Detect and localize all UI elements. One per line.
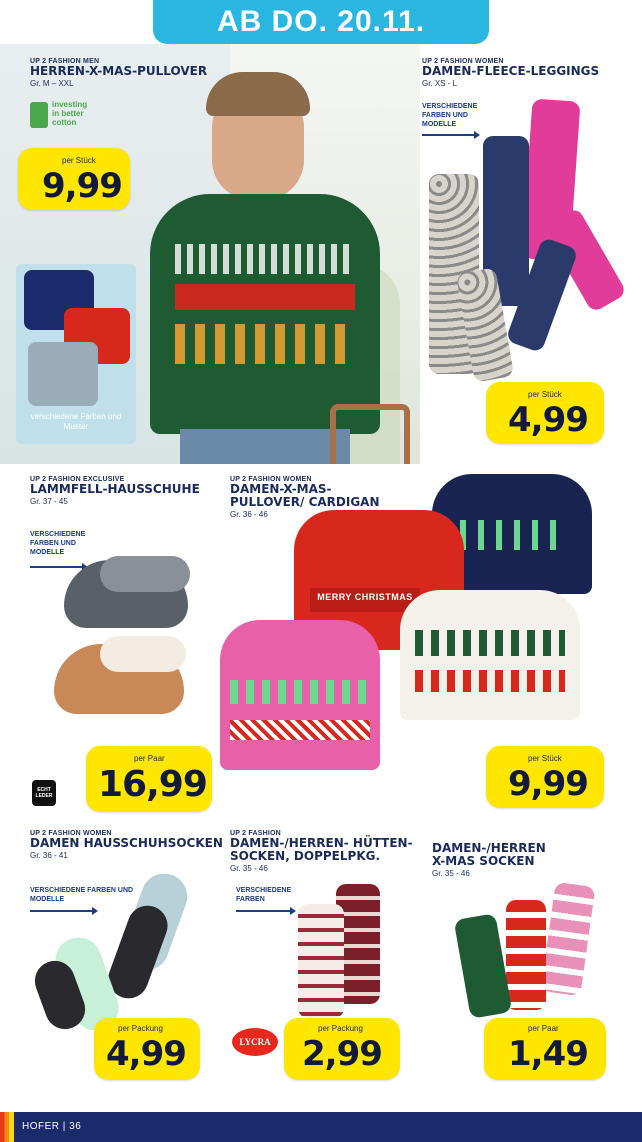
product-name: DAMEN-FLEECE-LEGGINGS bbox=[422, 64, 600, 78]
echt-leder-badge bbox=[32, 780, 56, 806]
sweater-text: MERRY CHRISTMAS bbox=[317, 592, 413, 602]
variants-note: VERSCHIEDENE FARBEN UND MODELLE bbox=[30, 531, 86, 556]
page-footer bbox=[0, 1112, 642, 1142]
product-herren-pullover-text bbox=[30, 58, 207, 88]
echt-leder-label: ECHT LEDER bbox=[35, 787, 53, 799]
brand-label: UP 2 FASHION WOMEN bbox=[230, 476, 312, 483]
price-unit: per Paar bbox=[134, 754, 165, 763]
price-value: 16,99 bbox=[98, 764, 207, 805]
product-hausschuhsocken-text bbox=[30, 830, 223, 860]
size-label: Gr. 35 - 46 bbox=[230, 864, 268, 873]
better-cotton-badge bbox=[30, 100, 90, 134]
product-name: DAMEN-/HERREN- HÜTTEN-SOCKEN, DOPPELPKG. bbox=[230, 836, 413, 863]
pullover-variants-inset bbox=[16, 264, 136, 444]
footer-stripe bbox=[0, 1112, 14, 1142]
product-name: DAMEN-X-MAS-PULLOVER/ CARDIGAN bbox=[230, 482, 380, 509]
product-photo-hausschuhe bbox=[40, 540, 210, 740]
price-unit: per Stück bbox=[528, 754, 562, 763]
brand-label: UP 2 FASHION WOMEN bbox=[422, 58, 504, 65]
better-cotton-icon bbox=[30, 102, 48, 128]
lycra-label: LYCRA bbox=[239, 1037, 271, 1047]
better-cotton-label: investing in better cotton bbox=[52, 100, 88, 127]
size-label: Gr. 37 - 45 bbox=[30, 497, 68, 506]
price-value: 1,49 bbox=[508, 1034, 588, 1074]
brand-label: UP 2 FASHION WOMEN bbox=[30, 830, 112, 837]
variants-note: VERSCHIEDENE FARBEN UND MODELLE bbox=[30, 887, 134, 903]
price-tag-xmas-socken bbox=[484, 1018, 606, 1080]
product-xmas-socken-text bbox=[432, 842, 552, 878]
price-value: 4,99 bbox=[508, 400, 588, 440]
product-fleece-leggings-text bbox=[422, 58, 599, 88]
product-name: DAMEN-/HERREN X-MAS SOCKEN bbox=[432, 841, 546, 868]
price-tag-hausschuhe bbox=[86, 746, 212, 812]
price-tag-herren-pullover bbox=[18, 148, 130, 210]
price-value: 9,99 bbox=[42, 166, 122, 206]
size-label: Gr. M – XXL bbox=[30, 79, 74, 88]
size-label: Gr. 36 - 41 bbox=[30, 851, 68, 860]
variants-note: VERSCHIEDENE FARBEN UND MODELLE bbox=[422, 103, 478, 128]
variants-note: verschiedene Farben und Muster bbox=[30, 412, 122, 431]
product-hausschuhe-text bbox=[30, 476, 200, 506]
price-tag-damen-pullover bbox=[486, 746, 604, 808]
price-unit: per Stück bbox=[528, 390, 562, 399]
product-name: LAMMFELL-HAUSSCHUHE bbox=[30, 482, 200, 496]
brand-label: UP 2 FASHION MEN bbox=[30, 58, 100, 65]
arrow-icon bbox=[236, 910, 294, 912]
size-label: Gr. 35 - 46 bbox=[432, 869, 470, 878]
footer-page-label: HOFER | 36 bbox=[22, 1121, 82, 1132]
price-value: 9,99 bbox=[508, 764, 588, 804]
product-photo-hausschuhsocken bbox=[20, 870, 220, 1030]
product-name: DAMEN HAUSSCHUHSOCKEN bbox=[30, 836, 223, 850]
price-unit: per Paar bbox=[528, 1024, 559, 1033]
price-unit: per Packung bbox=[318, 1024, 363, 1033]
size-label: Gr. XS - L bbox=[422, 79, 458, 88]
price-value: 4,99 bbox=[106, 1034, 186, 1074]
price-unit: per Stück bbox=[62, 156, 96, 165]
brand-label: UP 2 FASHION EXCLUSIVE bbox=[30, 476, 125, 483]
product-photo-huetten-socken bbox=[290, 880, 420, 1020]
product-photo-xmas-socken bbox=[450, 880, 620, 1020]
product-name: HERREN-X-MAS-PULLOVER bbox=[30, 64, 208, 78]
price-tag-huetten-socken bbox=[284, 1018, 400, 1080]
price-tag-hausschuhsocken bbox=[94, 1018, 200, 1080]
size-label: Gr. 36 - 46 bbox=[230, 510, 268, 519]
product-huetten-socken-text bbox=[230, 830, 430, 873]
price-tag-leggings bbox=[486, 382, 604, 444]
brand-label: UP 2 FASHION bbox=[230, 830, 281, 837]
product-photo-damen-pullover bbox=[210, 470, 640, 770]
price-unit: per Packung bbox=[118, 1024, 163, 1033]
date-banner: AB DO. 20.11. bbox=[153, 0, 489, 44]
product-photo-leggings bbox=[425, 90, 635, 390]
price-value: 2,99 bbox=[302, 1034, 382, 1074]
variants-note: VERSCHIEDENE FARBEN bbox=[236, 887, 292, 903]
lycra-logo bbox=[232, 1028, 278, 1056]
